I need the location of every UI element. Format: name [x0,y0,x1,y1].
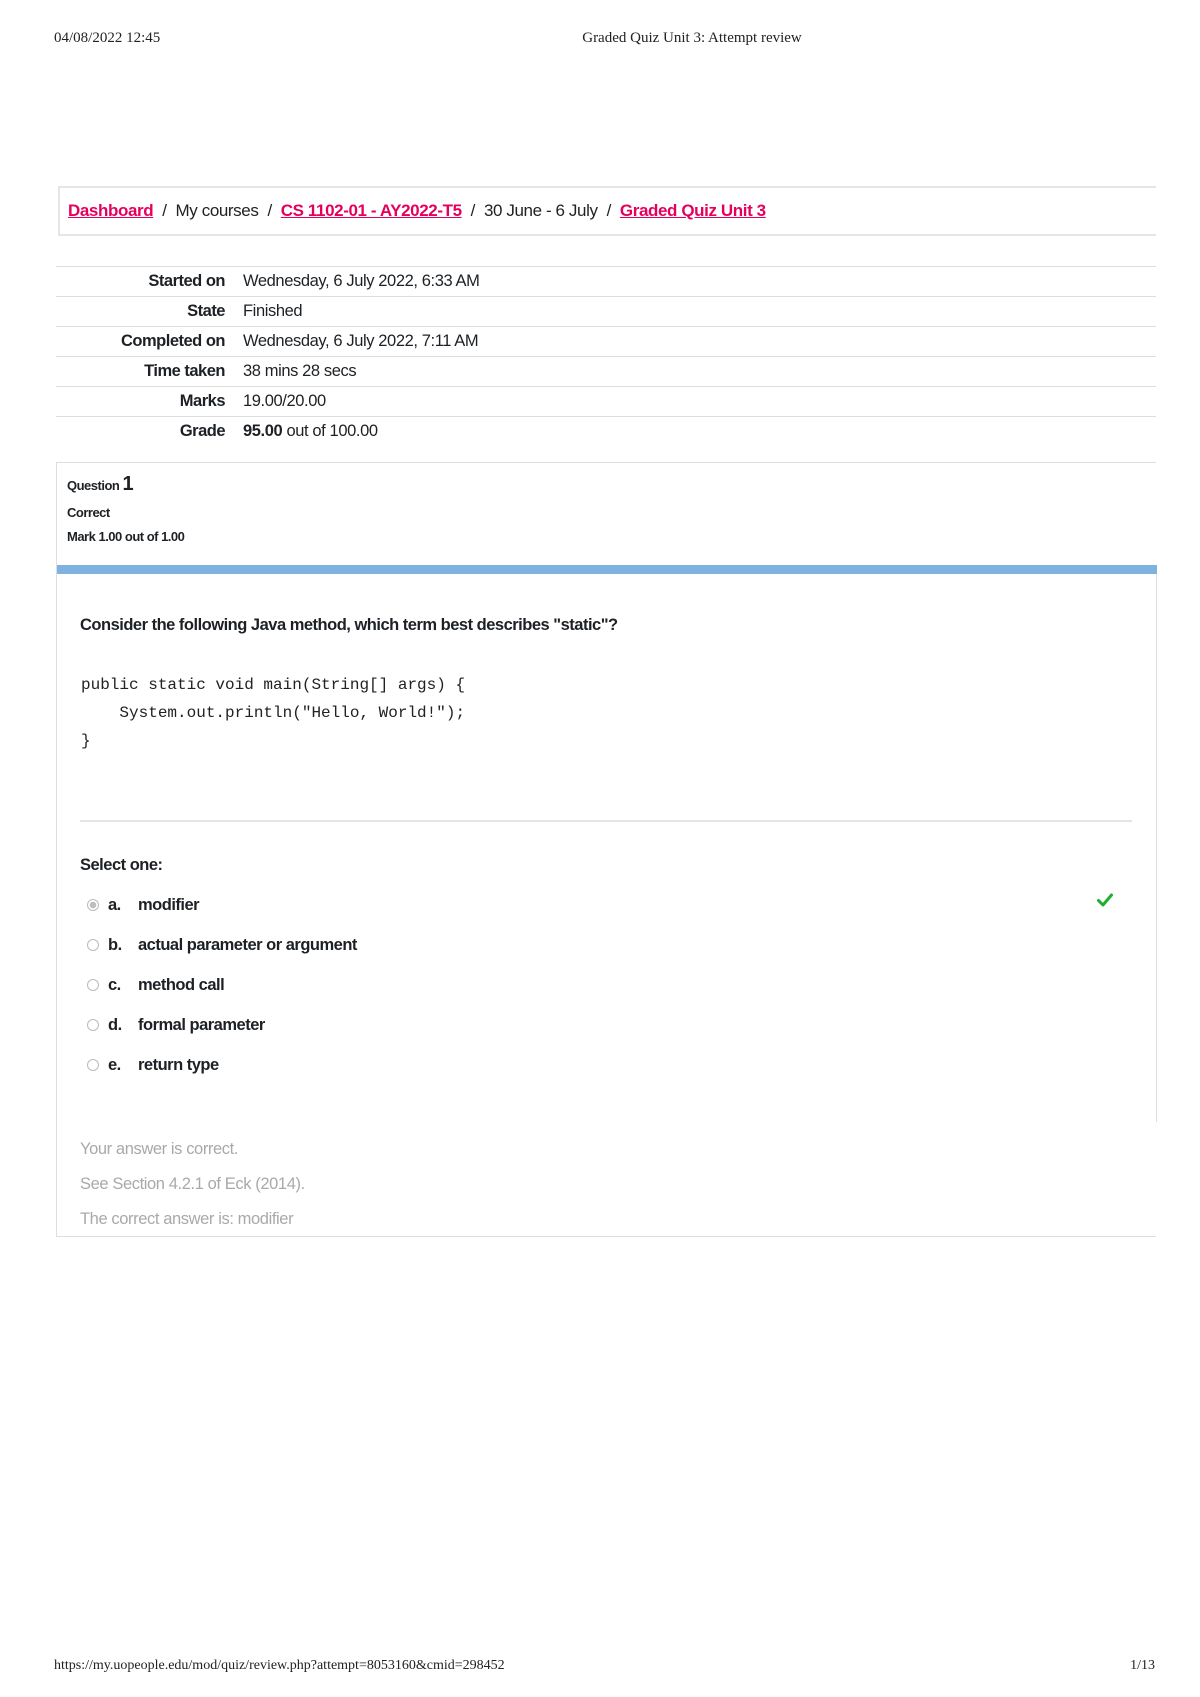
answer-letter: d. [108,1015,122,1034]
attempt-summary-table [56,266,1156,446]
answer-text: formal parameter [138,1015,265,1034]
answer-option-c [87,965,1147,1005]
answer-radio-c[interactable] [87,979,99,991]
code-line: System.out.println("Hello, World!"); [81,704,466,722]
answer-letter: e. [108,1055,121,1074]
summary-value: Wednesday, 6 July 2022, 6:33 AM [243,272,480,290]
answer-letter: a. [108,895,121,914]
grade-score: 95.00 [243,422,283,440]
summary-row-marks [56,387,1156,417]
breadcrumb-separator: / [162,201,167,220]
answer-text: modifier [138,895,200,914]
summary-value: 19.00/20.00 [243,392,326,410]
breadcrumb-course-link[interactable]: CS 1102-01 - AY2022-T5 [280,201,462,220]
summary-row-grade [56,417,1156,447]
question-info [67,473,184,553]
answer-option-e [87,1045,1147,1085]
breadcrumb-separator: / [470,201,475,220]
answer-option-a [87,885,1147,925]
answer-option-d [87,1005,1147,1045]
answer-list [87,885,1147,1085]
question-feedback [80,1140,305,1245]
summary-label: Time taken [144,362,225,380]
answer-radio-e[interactable] [87,1059,99,1071]
breadcrumb-quiz-link[interactable]: Graded Quiz Unit 3 [619,201,766,220]
code-line: } [81,732,91,750]
question-number [67,473,184,496]
summary-value: Finished [243,302,303,320]
question-block [56,462,1156,1237]
summary-label: State [187,302,225,320]
answer-option-b [87,925,1147,965]
breadcrumb-separator: / [267,201,272,220]
summary-value: 38 mins 28 secs [243,362,357,380]
summary-label: Marks [179,392,225,410]
select-one-prompt: Select one: [80,856,163,874]
grade-suffix: out of 100.00 [286,422,378,440]
answer-text: method call [138,975,225,994]
breadcrumb [58,186,1156,236]
answer-letter: b. [108,935,122,954]
feedback-general: See Section 4.2.1 of Eck (2014). [80,1175,305,1193]
print-header-title: Graded Quiz Unit 3: Attempt review [582,30,802,46]
question-code-block [81,671,465,755]
answer-radio-b[interactable] [87,939,99,951]
correct-check-icon [1097,893,1113,912]
print-footer-url: https://my.uopeople.edu/mod/quiz/review.php?attempt=8053160&cmid=298452 [54,1658,505,1673]
print-header-datetime: 04/08/2022 12:45 [54,30,161,46]
breadcrumb-week: 30 June - 6 July [483,201,598,220]
summary-value: Wednesday, 6 July 2022, 7:11 AM [243,332,479,350]
summary-label: Started on [148,272,225,290]
feedback-right-answer: The correct answer is: modifier [80,1210,294,1228]
answer-letter: c. [108,975,121,994]
question-label: Question [67,478,120,493]
answer-radio-a[interactable] [87,899,99,911]
summary-row-started [56,267,1156,297]
question-divider [80,820,1132,822]
question-content [57,574,1157,1122]
summary-grade-value [241,417,1156,447]
breadcrumb-separator: / [606,201,611,220]
summary-row-state [56,297,1156,327]
summary-row-completed [56,327,1156,357]
breadcrumb-my-courses: My courses [175,201,259,220]
question-mark: Mark 1.00 out of 1.00 [67,529,185,544]
question-header-bar [57,565,1157,574]
question-number-value: 1 [122,473,134,495]
feedback-correctness: Your answer is correct. [80,1140,239,1158]
answer-text: actual parameter or argument [138,935,357,954]
summary-label: Grade [179,422,225,440]
summary-row-time-taken [56,357,1156,387]
question-text: Consider the following Java method, which term best describes "static"? [80,616,618,634]
question-state: Correct [67,505,110,520]
print-footer-page-number: 1/13 [1130,1658,1155,1673]
summary-label: Completed on [121,332,225,350]
code-line: public static void main(String[] args) { [81,676,466,694]
answer-radio-d[interactable] [87,1019,99,1031]
breadcrumb-dashboard-link[interactable]: Dashboard [68,201,154,220]
answer-text: return type [138,1055,219,1074]
